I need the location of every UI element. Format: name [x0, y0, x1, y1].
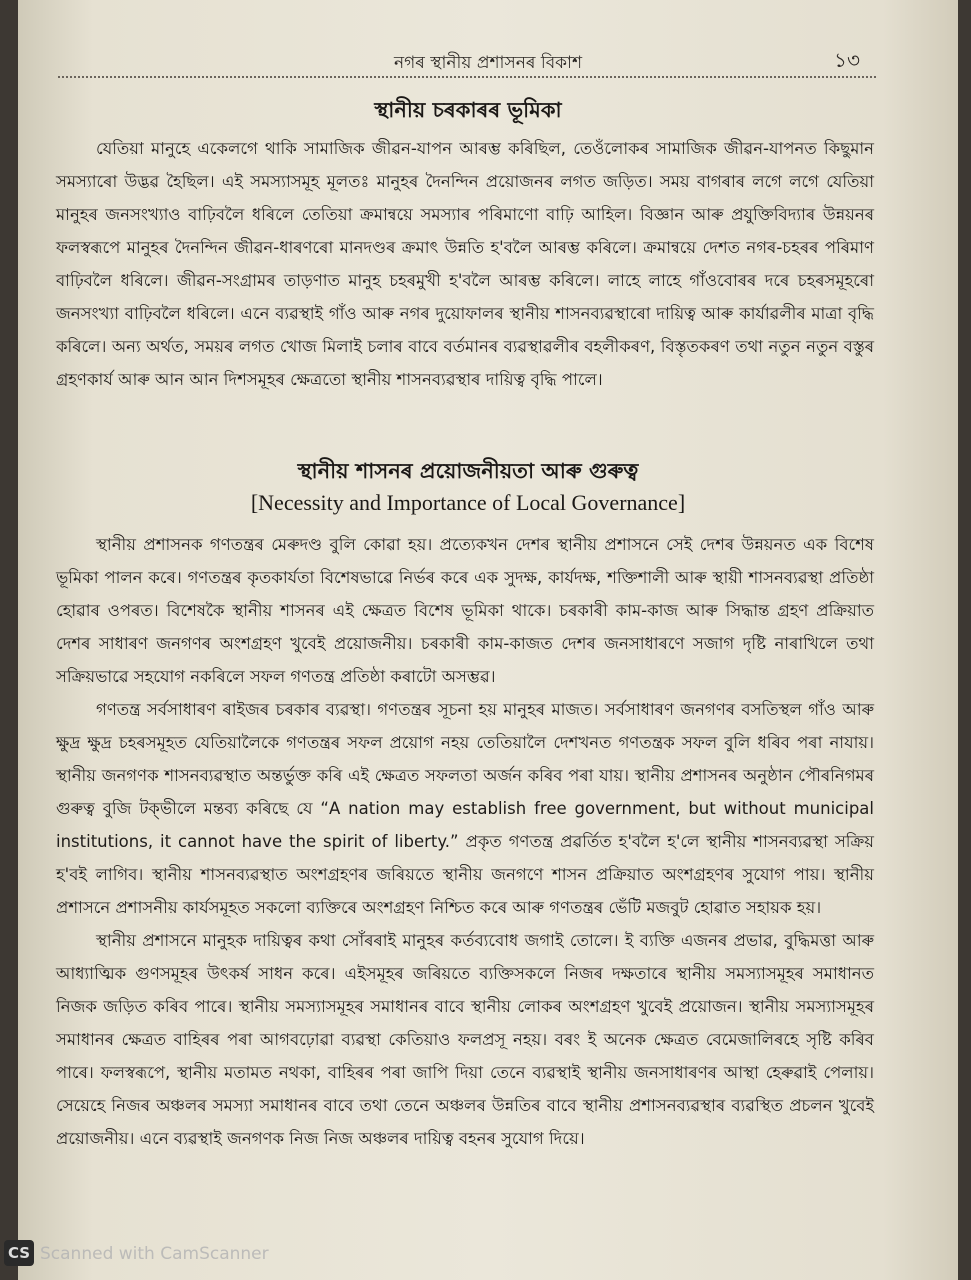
- page-number: ১৩: [834, 48, 860, 72]
- paragraph: যেতিয়া মানুহে একেলগে থাকি সামাজিক জীৱন-যাপন আৰম্ভ কৰিছিল, তেওঁলোকৰ সামাজিক জীৱন-যাপনত কিছুমান সমস্যাৰো উদ্ভৱ হৈছিল। এই সমস্যাসমূহ মূলতঃ মানুহৰ দৈনন্দিন প্ৰয়োজনৰ লগত জড়িত। সময় বাগৰাৰ লগে লগে যেতিয়া মানুহৰ জনসংখ্যাও বাঢ়িবলৈ ধৰিলে তেতিয়া ক্ৰমান্বয়ে সমস্যাৰ পৰিমাণো বাঢ়ি আহিল। বিজ্ঞান আৰু প্ৰযুক্তিবিদ্যাৰ উন্নয়নৰ ফলস্বৰূপে মানুহৰ দৈনন্দিন জীৱন-ধাৰণৰো মানদণ্ডৰ ক্ৰমাৎ উন্নতি হ'বলৈ আৰম্ভ কৰিলে। ক্ৰমান্বয়ে দেশত নগৰ-চহৰৰ পৰিমাণ বাঢ়িবলৈ ধৰিলে। জীৱন-সংগ্ৰামৰ তাড়ণাত মানুহ চহৰমুখী হ'বলৈ আৰম্ভ কৰিলে। লাহে লাহে গাঁওবোৰৰ দৰে চহৰসমূহৰো জনসংখ্যা বাঢ়িবলৈ ধৰিলে। এনে ব্যৱস্থাই গাঁও আৰু নগৰ দুয়োফালৰ স্থানীয় শাসনব্যৱস্থাৰো দায়িত্ব আৰু কাৰ্যাৱলীৰ মাত্ৰা বৃদ্ধি কৰিলে। অন্য অৰ্থত, সময়ৰ লগত খোজ মিলাই চলাৰ বাবে বৰ্তমানৰ ব্যৱস্থাৱলীৰ বহলীকৰণ, বিস্তৃতকৰণ তথা নতুন নতুন বস্তুৰ গ্ৰহণকাৰ্য আৰু আন আন দিশসমূহৰ ক্ষেত্ৰতো স্থানীয় শাসনব্যৱস্থাৰ দায়িত্ব বৃদ্ধি পালে।: [56, 139, 874, 389]
- section2-body: [56, 528, 874, 1155]
- section-heading-necessity-importance: স্থানীয় শাসনৰ প্ৰয়োজনীয়তা আৰু গুৰুত্ব: [297, 459, 639, 483]
- header-divider: [58, 76, 876, 78]
- section-heading-role-of-local-government: স্থানীয় চৰকাৰৰ ভূমিকা: [374, 98, 562, 122]
- section-subheading-english: [Necessity and Importance of Local Governance]: [250, 490, 686, 515]
- running-title: নগৰ স্থানীয় প্ৰশাসনৰ বিকাশ: [393, 53, 583, 73]
- section1-body: [56, 132, 874, 396]
- camscanner-logo-icon: CS: [4, 1240, 34, 1266]
- paragraph: স্থানীয় প্ৰশাসনে মানুহক দায়িত্বৰ কথা সোঁৰৰাই মানুহৰ কৰ্তব্যবোধ জগাই তোলে। ই ব্যক্তি এজনৰ প্ৰভাৱ, বুদ্ধিমত্তা আৰু আধ্যাত্মিক গুণসমূহৰ উৎকৰ্ষ সাধন কৰে। এইসমূহৰ জৰিয়তে ব্যক্তিসকলে নিজৰ দক্ষতাৰে স্থানীয় সমস্যাসমূহৰ সমাধানত নিজক জড়িত কৰিব পাৰে। স্থানীয় সমস্যাসমূহৰ সমাধানৰ বাবে স্থানীয় লোকৰ অংশগ্ৰহণ খুবেই প্ৰয়োজন। স্থানীয় সমস্যাসমূহৰ সমাধানৰ ক্ষেত্ৰত বাহিৰৰ পৰা আগবঢ়োৱা ব্যৱস্থা কেতিয়াও ফলপ্ৰসূ নহয়। বৰং ই অনেক ক্ষেত্ৰত বেমেজালিৰহে সৃষ্টি কৰিব পাৰে। ফলস্বৰূপে, স্থানীয় মতামত নথকা, বাহিৰৰ পৰা জাপি দিয়া তেনে ব্যৱস্থাই স্থানীয় জনসাধাৰণৰ আস্থা হেৰুৱাই পেলায়। সেয়েহে নিজৰ অঞ্চলৰ সমস্যা সমাধানৰ বাবে তথা তেনে অঞ্চলৰ উন্নতিৰ বাবে স্থানীয় প্ৰশাসনব্যৱস্থাৰ ব্যৱস্থিত প্ৰচলন খুবেই প্ৰয়োজনীয়। এনে ব্যৱস্থাই জনগণক নিজ নিজ অঞ্চলৰ দায়িত্ব বহনৰ সুযোগ দিয়ে।: [56, 931, 874, 1148]
- paragraph: স্থানীয় প্ৰশাসনক গণতন্ত্ৰৰ মেৰুদণ্ড বুলি কোৱা হয়। প্ৰত্যেকখন দেশৰ স্থানীয় প্ৰশাসনে সেই দেশৰ উন্নয়নত এক বিশেষ ভূমিকা পালন কৰে। গণতন্ত্ৰৰ কৃতকাৰ্যতা বিশেষভাৱে নিৰ্ভৰ কৰে এক সুদক্ষ, কাৰ্যদক্ষ, শক্তিশালী আৰু স্থায়ী শাসনব্যৱস্থা প্ৰতিষ্ঠা হোৱাৰ ওপৰত। বিশেষকৈ স্থানীয় শাসনৰ এই ক্ষেত্ৰত বিশেষ ভূমিকা থাকে। চৰকাৰী কাম-কাজ আৰু সিদ্ধান্ত গ্ৰহণ প্ৰক্ৰিয়াত দেশৰ সাধাৰণ জনগণৰ অংশগ্ৰহণ খুবেই প্ৰয়োজনীয়। চৰকাৰী কাম-কাজত দেশৰ জনসাধাৰণে সজাগ দৃষ্টি নাৰাখিলে তথা সক্ৰিয়ভাৱে সহযোগ নকৰিলে সফল গণতন্ত্ৰ প্ৰতিষ্ঠা কৰাটো অসম্ভৱ।: [56, 535, 874, 686]
- watermark-text: Scanned with CamScanner: [40, 1244, 269, 1264]
- paragraph: গণতন্ত্ৰ সৰ্বসাধাৰণ ৰাইজৰ চৰকাৰ ব্যৱস্থা। গণতন্ত্ৰৰ সূচনা হয় মানুহৰ মাজত। সৰ্বসাধাৰণ জনগণৰ বসতিস্থল গাঁও আৰু ক্ষুদ্ৰ ক্ষুদ্ৰ চহৰসমূহত যেতিয়ালৈকে গণতন্ত্ৰৰ সফল প্ৰয়োগ নহয় তেতিয়ালৈ দেশখনত গণতন্ত্ৰক সফল বুলি ধৰিব পৰা নাযায়। স্থানীয় জনগণক শাসনব্যৱস্থাত অন্তৰ্ভুক্ত কৰি এই ক্ষেত্ৰত সফলতা অৰ্জন কৰিব পৰা যায়। স্থানীয় প্ৰশাসনৰ অনুষ্ঠান পৌৰনিগমৰ গুৰুত্ব বুজি টক্‌ভীলে মন্তব্য কৰিছে যে “A nation may establish free government, but without municipal institutions, it cannot have the spirit of liberty.” প্ৰকৃত গণতন্ত্ৰ প্ৰৱৰ্তিত হ'বলৈ হ'লে স্থানীয় শাসনব্যৱস্থা সক্ৰিয় হ'বই লাগিব। স্থানীয় শাসনব্যৱস্থাত অংশগ্ৰহণৰ জৰিয়তে স্থানীয় জনগণে শাসন প্ৰক্ৰিয়াত অংশগ্ৰহণৰ সুযোগ পায়। স্থানীয় প্ৰশাসনে প্ৰশাসনীয় কাৰ্যসমূহত সকলো ব্যক্তিৰে অংশগ্ৰহণ নিশ্চিত কৰে আৰু গণতন্ত্ৰৰ ভেঁটি মজবুট হোৱাত সহায়ক হয়।: [56, 700, 874, 917]
- running-header: [18, 44, 958, 74]
- book-page: [18, 0, 958, 1280]
- camscanner-watermark: [0, 1234, 300, 1274]
